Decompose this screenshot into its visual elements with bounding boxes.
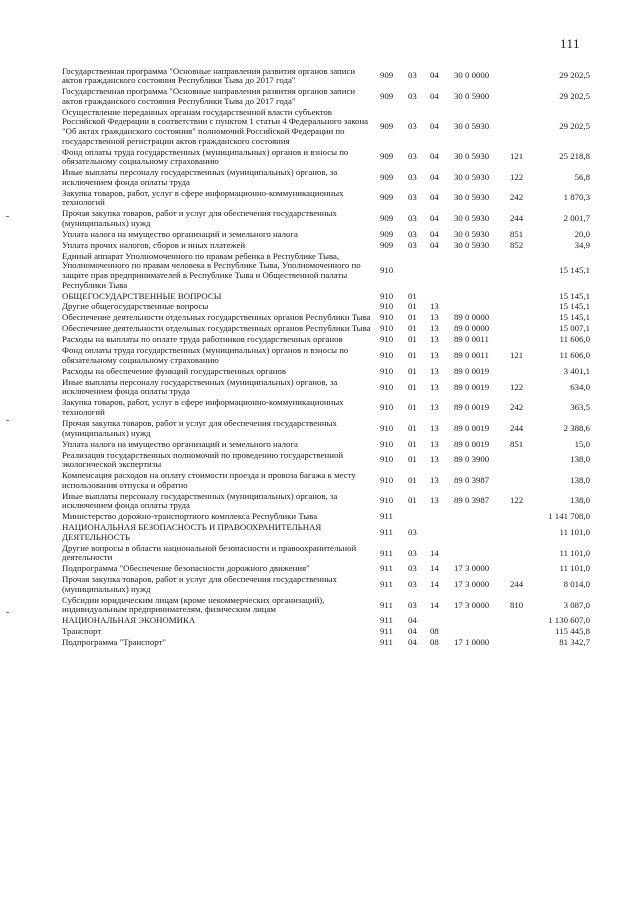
table-row bbox=[62, 147, 590, 168]
row-target-code: 30 0 5930 bbox=[454, 228, 490, 239]
row-expense-type-code bbox=[510, 324, 540, 335]
row-amount: 1 141 708,0 bbox=[548, 511, 590, 522]
row-section-code: 01 bbox=[408, 381, 417, 392]
row-name: Расходы на выплаты по оплате труда работников государственных органов bbox=[62, 334, 343, 345]
row-target-code: 89 0 0019 bbox=[454, 438, 490, 449]
row-section-code: 03 bbox=[408, 213, 417, 224]
row-target-code: 17 3 0000 bbox=[454, 599, 490, 610]
row-expense-type-code: 242 bbox=[510, 192, 524, 203]
row-expense-type-code bbox=[510, 616, 540, 627]
row-ministry-code: 909 bbox=[380, 171, 394, 182]
row-expense-type-code bbox=[510, 313, 540, 324]
row-expense-type-code: 244 bbox=[510, 422, 524, 433]
table-row bbox=[62, 616, 590, 627]
row-subsection-code: 04 bbox=[430, 70, 439, 81]
table-row bbox=[62, 627, 590, 638]
row-amount: 1 870,3 bbox=[563, 192, 590, 203]
row-section-code: 01 bbox=[408, 323, 417, 334]
row-amount: 2 001,7 bbox=[563, 213, 590, 224]
row-amount: 1 130 607,0 bbox=[548, 615, 590, 626]
row-expense-type-code bbox=[510, 638, 540, 649]
row-section-code: 04 bbox=[408, 615, 417, 626]
row-target-code bbox=[454, 512, 510, 523]
row-name: Иные выплаты персоналу государственных (муниципальных) органов, за исключением фонда оплаты труда bbox=[62, 376, 338, 397]
table-row bbox=[62, 398, 590, 419]
row-ministry-code: 910 bbox=[380, 365, 394, 376]
row-subsection-code: 13 bbox=[430, 454, 439, 465]
row-name: Фонд оплаты труда государственных (муниципальных) органов и взносы по обязательному социальному страхованию bbox=[62, 146, 349, 167]
row-target-code: 89 0 0019 bbox=[454, 422, 490, 433]
row-amount: 3 401,1 bbox=[563, 365, 590, 376]
table-row bbox=[62, 87, 590, 108]
table-row bbox=[62, 291, 590, 302]
row-section-code: 01 bbox=[408, 422, 417, 433]
row-name: Расходы на обеспечение функций государственных органов bbox=[62, 365, 287, 376]
row-ministry-code: 911 bbox=[380, 615, 393, 626]
row-subsection-code: 13 bbox=[430, 474, 439, 485]
row-subsection-code: 13 bbox=[430, 495, 439, 506]
table-row bbox=[62, 66, 590, 87]
margin-mark bbox=[6, 420, 9, 421]
row-section-code: 03 bbox=[408, 151, 417, 162]
row-name: Прочая закупка товаров, работ и услуг для обеспечения государственных (муниципальных) нужд bbox=[62, 208, 337, 228]
row-target-code bbox=[454, 291, 510, 302]
row-expense-type-code: 851 bbox=[510, 438, 524, 449]
row-amount: 15,0 bbox=[574, 438, 590, 449]
row-name: Иные выплаты персоналу государственных (муниципальных) органов, за исключением фонда оплаты труда bbox=[62, 490, 338, 511]
row-name: НАЦИОНАЛЬНАЯ БЕЗОПАСНОСТЬ И ПРАВООХРАНИТЕЛЬНАЯ ДЕЯТЕЛЬНОСТЬ bbox=[62, 522, 322, 542]
row-name: Уплата налога на имущество организаций и земельного налога bbox=[62, 438, 298, 449]
row-subsection-code: 04 bbox=[430, 192, 439, 203]
table-row bbox=[62, 188, 590, 209]
table-row bbox=[62, 450, 590, 471]
row-section-code: 04 bbox=[408, 626, 417, 637]
table-row bbox=[62, 564, 590, 575]
row-subsection-code: 13 bbox=[430, 381, 439, 392]
row-subsection-code: 14 bbox=[430, 579, 439, 590]
row-ministry-code: 909 bbox=[380, 70, 394, 81]
table-row bbox=[62, 346, 590, 367]
row-target-code: 89 0 0011 bbox=[454, 350, 489, 361]
row-ministry-code: 910 bbox=[380, 454, 394, 465]
row-subsection-code: 13 bbox=[430, 334, 439, 345]
page-number: 111 bbox=[560, 36, 581, 51]
row-section-code: 01 bbox=[408, 312, 417, 323]
row-ministry-code: 911 bbox=[380, 579, 393, 590]
row-target-code: 30 0 5930 bbox=[454, 213, 490, 224]
row-expense-type-code bbox=[510, 470, 540, 491]
row-subsection-code: 04 bbox=[430, 228, 439, 239]
row-subsection-code: 08 bbox=[430, 637, 439, 648]
row-expense-type-code bbox=[510, 335, 540, 346]
table-row bbox=[62, 470, 590, 491]
row-amount: 25 218,8 bbox=[559, 151, 590, 162]
row-subsection-code: 04 bbox=[430, 151, 439, 162]
table-row bbox=[62, 575, 590, 596]
row-subsection-code: 13 bbox=[430, 402, 439, 413]
row-name: ОБЩЕГОСУДАРСТВЕННЫЕ ВОПРОСЫ bbox=[62, 290, 222, 301]
row-expense-type-code: 122 bbox=[510, 171, 524, 182]
row-subsection-code: 14 bbox=[430, 563, 439, 574]
row-ministry-code: 911 bbox=[380, 511, 393, 522]
row-subsection-code: 04 bbox=[430, 213, 439, 224]
row-name: Обеспечение деятельности отдельных государственных органов Республики Тыва bbox=[62, 312, 371, 323]
row-amount: 3 087,0 bbox=[563, 599, 590, 610]
row-amount: 15 145,1 bbox=[559, 312, 590, 323]
row-target-code: 89 0 3900 bbox=[454, 454, 490, 465]
row-name: Прочая закупка товаров, работ и услуг для обеспечения государственных (муниципальных) нужд bbox=[62, 574, 337, 594]
budget-table-body bbox=[62, 66, 590, 649]
row-name: Фонд оплаты труда государственных (муниципальных) органов и взносы по обязательному социальному страхованию bbox=[62, 345, 349, 365]
row-target-code bbox=[454, 616, 510, 627]
row-amount: 11 101,0 bbox=[559, 526, 590, 537]
row-expense-type-code bbox=[510, 366, 540, 377]
row-expense-type-code bbox=[510, 627, 540, 638]
row-ministry-code: 910 bbox=[380, 474, 394, 485]
row-ministry-code: 909 bbox=[380, 91, 394, 102]
row-ministry-code: 910 bbox=[380, 290, 394, 301]
row-amount: 29 202,5 bbox=[559, 121, 590, 132]
row-ministry-code: 911 bbox=[380, 547, 393, 558]
row-subsection-code bbox=[430, 512, 454, 523]
row-name: Обеспечение деятельности отдельных государственных органов Республики Тыва bbox=[62, 323, 371, 334]
row-name: Прочая закупка товаров, работ и услуг для обеспечения государственных (муниципальных) нужд bbox=[62, 418, 337, 438]
row-expense-type-code bbox=[510, 87, 540, 108]
row-section-code: 03 bbox=[408, 579, 417, 590]
row-expense-type-code bbox=[510, 302, 540, 313]
row-subsection-code: 04 bbox=[430, 239, 439, 250]
row-section-code: 01 bbox=[408, 402, 417, 413]
table-row bbox=[62, 512, 590, 523]
row-amount: 81 342,7 bbox=[559, 637, 590, 648]
row-target-code: 17 3 0000 bbox=[454, 579, 490, 590]
table-row bbox=[62, 439, 590, 450]
row-amount: 56,8 bbox=[574, 171, 590, 182]
row-subsection-code: 13 bbox=[430, 323, 439, 334]
row-name: Другие общегосударственные вопросы bbox=[62, 301, 209, 312]
row-expense-type-code: 810 bbox=[510, 599, 524, 610]
row-amount: 11 101,0 bbox=[559, 563, 590, 574]
row-target-code: 30 0 5930 bbox=[454, 239, 490, 250]
row-subsection-code bbox=[430, 251, 454, 291]
row-amount: 138,0 bbox=[570, 454, 590, 465]
row-name: Министерство дорожно-транспортного комплекса Республики Тыва bbox=[62, 511, 318, 522]
row-name: Реализация государственных полномочий по проведению государственной экологической экспертизы bbox=[62, 449, 344, 470]
row-ministry-code: 909 bbox=[380, 213, 394, 224]
row-subsection-code: 13 bbox=[430, 301, 439, 312]
row-subsection-code: 13 bbox=[430, 312, 439, 323]
row-name: НАЦИОНАЛЬНАЯ ЭКОНОМИКА bbox=[62, 615, 196, 626]
row-target-code: 89 0 3987 bbox=[454, 495, 490, 506]
row-target-code: 89 0 0011 bbox=[454, 334, 489, 345]
row-amount: 634,0 bbox=[570, 381, 590, 392]
row-subsection-code bbox=[430, 616, 454, 627]
row-section-code bbox=[402, 251, 430, 291]
row-target-code: 89 0 0000 bbox=[454, 323, 490, 334]
row-ministry-code: 910 bbox=[380, 422, 394, 433]
row-section-code: 03 bbox=[408, 599, 417, 610]
row-ministry-code: 911 bbox=[380, 626, 393, 637]
row-name: Иные выплаты персоналу государственных (муниципальных) органов, за исключением фонда оплаты труда bbox=[62, 167, 338, 187]
row-amount: 11 101,0 bbox=[559, 547, 590, 558]
row-ministry-code: 909 bbox=[380, 239, 394, 250]
row-target-code: 30 0 5930 bbox=[454, 121, 490, 132]
row-name: Уплата прочих налогов, сборов и иных платежей bbox=[62, 239, 246, 250]
row-target-code bbox=[454, 523, 510, 544]
row-amount: 11 606,0 bbox=[559, 350, 590, 361]
table-row bbox=[62, 418, 590, 439]
row-expense-type-code: 121 bbox=[510, 350, 524, 361]
row-target-code: 89 0 3987 bbox=[454, 474, 490, 485]
row-amount: 34,9 bbox=[574, 239, 590, 250]
table-row bbox=[62, 229, 590, 240]
row-section-code: 03 bbox=[408, 192, 417, 203]
row-target-code: 30 0 5930 bbox=[454, 192, 490, 203]
row-expense-type-code bbox=[510, 512, 540, 523]
row-amount: 363,5 bbox=[570, 402, 590, 413]
row-expense-type-code: 244 bbox=[510, 579, 524, 590]
row-section-code: 01 bbox=[408, 365, 417, 376]
row-ministry-code: 911 bbox=[380, 563, 393, 574]
table-row bbox=[62, 107, 590, 147]
row-amount: 2 388,6 bbox=[563, 422, 590, 433]
row-amount: 29 202,5 bbox=[559, 91, 590, 102]
row-subsection-code: 13 bbox=[430, 422, 439, 433]
row-section-code: 01 bbox=[408, 350, 417, 361]
row-section-code: 03 bbox=[408, 91, 417, 102]
table-row bbox=[62, 595, 590, 616]
row-amount: 29 202,5 bbox=[559, 70, 590, 81]
row-ministry-code: 911 bbox=[380, 637, 393, 648]
table-row bbox=[62, 209, 590, 230]
table-row bbox=[62, 491, 590, 512]
row-section-code bbox=[402, 512, 430, 523]
row-name: Субсидии юридическим лицам (кроме некоммерческих организаций), индивидуальным предпринимателям, физическим лицам bbox=[62, 594, 325, 615]
row-subsection-code: 04 bbox=[430, 91, 439, 102]
row-target-code bbox=[454, 302, 510, 313]
table-row bbox=[62, 377, 590, 398]
table-row bbox=[62, 523, 590, 544]
row-expense-type-code: 852 bbox=[510, 239, 524, 250]
row-target-code: 89 0 0019 bbox=[454, 402, 490, 413]
row-subsection-code bbox=[430, 523, 454, 544]
row-subsection-code: 13 bbox=[430, 350, 439, 361]
row-expense-type-code bbox=[510, 66, 540, 87]
row-ministry-code: 909 bbox=[380, 151, 394, 162]
row-ministry-code: 909 bbox=[380, 192, 394, 203]
row-section-code: 03 bbox=[408, 563, 417, 574]
row-subsection-code: 08 bbox=[430, 626, 439, 637]
row-expense-type-code bbox=[510, 107, 540, 147]
row-section-code: 03 bbox=[408, 70, 417, 81]
row-subsection-code: 14 bbox=[430, 547, 439, 558]
row-target-code: 89 0 0019 bbox=[454, 381, 490, 392]
row-amount: 138,0 bbox=[570, 474, 590, 485]
row-name: Транспорт bbox=[62, 626, 102, 637]
row-amount: 15 145,1 bbox=[559, 265, 590, 276]
row-target-code: 89 0 0000 bbox=[454, 312, 490, 323]
row-section-code: 03 bbox=[408, 526, 417, 537]
row-expense-type-code: 121 bbox=[510, 151, 524, 162]
row-expense-type-code: 851 bbox=[510, 228, 524, 239]
row-name: Государственная программа "Основные направления развития органов записи актов гражданского состояния Республики Тыва до 2017 года" bbox=[62, 65, 356, 86]
row-ministry-code: 910 bbox=[380, 438, 394, 449]
row-ministry-code: 910 bbox=[380, 350, 394, 361]
row-expense-type-code bbox=[510, 564, 540, 575]
row-ministry-code: 910 bbox=[380, 334, 394, 345]
row-amount: 8 014,0 bbox=[563, 579, 590, 590]
table-row bbox=[62, 543, 590, 564]
table-row bbox=[62, 324, 590, 335]
table-row bbox=[62, 366, 590, 377]
row-ministry-code: 910 bbox=[380, 265, 394, 276]
row-name: Подпрограмма "Транспорт" bbox=[62, 637, 166, 648]
table-row bbox=[62, 335, 590, 346]
row-expense-type-code: 122 bbox=[510, 495, 524, 506]
margin-mark bbox=[6, 612, 9, 613]
row-target-code: 89 0 0019 bbox=[454, 365, 490, 376]
row-expense-type-code bbox=[510, 251, 540, 291]
row-expense-type-code: 244 bbox=[510, 213, 524, 224]
row-amount: 15 145,1 bbox=[559, 290, 590, 301]
row-expense-type-code bbox=[510, 291, 540, 302]
row-ministry-code: 911 bbox=[380, 526, 393, 537]
row-section-code: 01 bbox=[408, 290, 417, 301]
row-section-code: 04 bbox=[408, 637, 417, 648]
row-amount: 11 606,0 bbox=[559, 334, 590, 345]
row-section-code: 01 bbox=[408, 474, 417, 485]
row-name: Уплата налога на имущество организаций и земельного налога bbox=[62, 228, 298, 239]
row-target-code: 30 0 5900 bbox=[454, 91, 490, 102]
row-target-code: 30 0 5930 bbox=[454, 151, 490, 162]
margin-mark bbox=[6, 216, 9, 217]
row-target-code: 30 0 0000 bbox=[454, 70, 490, 81]
row-name: Другие вопросы в области национальной безопасности и правоохранительной деятельности bbox=[62, 542, 357, 563]
row-target-code: 17 3 0000 bbox=[454, 563, 490, 574]
row-subsection-code: 13 bbox=[430, 365, 439, 376]
row-amount: 15 007,1 bbox=[559, 323, 590, 334]
row-ministry-code: 910 bbox=[380, 323, 394, 334]
row-ministry-code: 910 bbox=[380, 381, 394, 392]
row-subsection-code bbox=[430, 291, 454, 302]
row-subsection-code: 14 bbox=[430, 599, 439, 610]
row-amount: 138,0 bbox=[570, 495, 590, 506]
row-amount: 115 445,8 bbox=[555, 626, 590, 637]
row-section-code: 03 bbox=[408, 547, 417, 558]
budget-table bbox=[62, 66, 590, 649]
table-row bbox=[62, 638, 590, 649]
row-expense-type-code bbox=[510, 450, 540, 471]
row-section-code: 01 bbox=[408, 438, 417, 449]
table-row bbox=[62, 167, 590, 188]
row-expense-type-code: 122 bbox=[510, 381, 524, 392]
row-expense-type-code bbox=[510, 543, 540, 564]
row-subsection-code: 04 bbox=[430, 121, 439, 132]
row-name: Закупка товаров, работ, услуг в сфере информационно-коммуникационных технологий bbox=[62, 397, 344, 418]
row-section-code: 01 bbox=[408, 495, 417, 506]
table-row bbox=[62, 240, 590, 251]
row-amount: 20,0 bbox=[574, 228, 590, 239]
row-target-code: 17 1 0000 bbox=[454, 637, 490, 648]
row-amount: 15 145,1 bbox=[559, 301, 590, 312]
table-row bbox=[62, 313, 590, 324]
table-row bbox=[62, 251, 590, 291]
row-section-code: 03 bbox=[408, 228, 417, 239]
row-name: Подпрограмма "Обеспечение безопасности дорожного движения" bbox=[62, 563, 310, 574]
row-target-code bbox=[454, 627, 510, 638]
row-name: Осуществление переданных органам государственной власти субъектов Российской Федерации в соответствии с пунктом 1 статьи 4 Федерального закона "Об актах гражданского состояния" полномочий Российской Федерации по государственной регистрации актов гражданского состояния bbox=[62, 106, 369, 146]
row-expense-type-code: 242 bbox=[510, 402, 524, 413]
row-section-code: 03 bbox=[408, 239, 417, 250]
row-section-code: 01 bbox=[408, 301, 417, 312]
row-ministry-code: 910 bbox=[380, 402, 394, 413]
row-subsection-code: 04 bbox=[430, 171, 439, 182]
row-section-code: 01 bbox=[408, 334, 417, 345]
row-target-code: 30 0 5930 bbox=[454, 171, 490, 182]
row-ministry-code: 910 bbox=[380, 495, 394, 506]
row-subsection-code: 13 bbox=[430, 438, 439, 449]
row-section-code: 03 bbox=[408, 121, 417, 132]
row-name: Единый аппарат Уполномоченного по правам ребенка в Республике Тыва, Уполномоченного по правам человека в Республике Тыва, Уполномоченного по защите прав предпринимателей в Республике Тыва и Общественной палаты Республики Тыва bbox=[62, 250, 361, 290]
table-row bbox=[62, 302, 590, 313]
row-section-code: 01 bbox=[408, 454, 417, 465]
row-expense-type-code bbox=[510, 523, 540, 544]
row-target-code bbox=[454, 543, 510, 564]
row-name: Компенсация расходов на оплату стоимости проезда и провоза багажа к месту использования отпуска и обратно bbox=[62, 470, 356, 490]
row-section-code: 03 bbox=[408, 171, 417, 182]
row-name: Закупка товаров, работ, услуг в сфере информационно-коммуникационных технологий bbox=[62, 187, 344, 208]
row-target-code bbox=[454, 251, 510, 291]
row-ministry-code: 911 bbox=[380, 599, 393, 610]
row-ministry-code: 910 bbox=[380, 301, 394, 312]
row-ministry-code: 909 bbox=[380, 228, 394, 239]
row-ministry-code: 909 bbox=[380, 121, 394, 132]
row-name: Государственная программа "Основные направления развития органов записи актов гражданского состояния Республики Тыва до 2017 года" bbox=[62, 86, 356, 106]
row-ministry-code: 910 bbox=[380, 312, 394, 323]
